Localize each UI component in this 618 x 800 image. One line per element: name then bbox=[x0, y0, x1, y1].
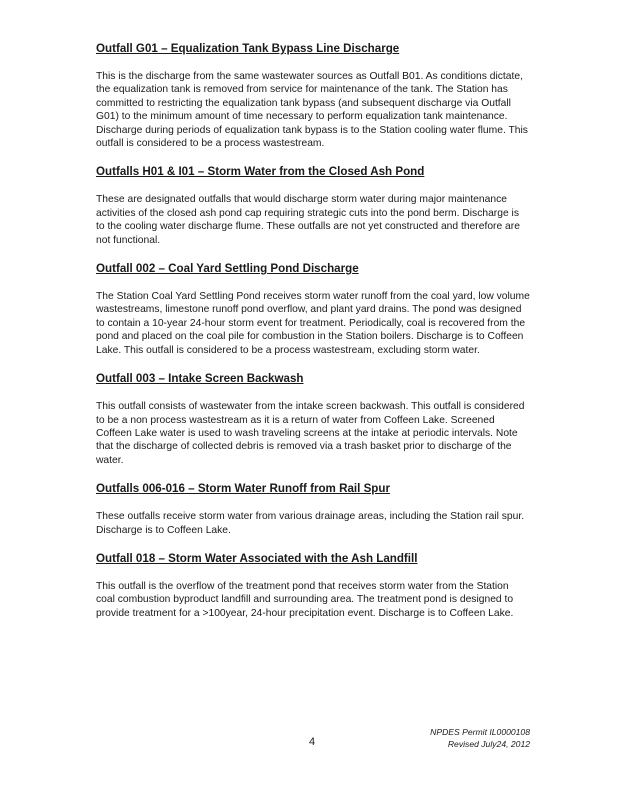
section-paragraph: The Station Coal Yard Settling Pond receives storm water runoff from the coal yard, low volume wastestreams, limestone runoff pond overflow, and plant yard drains. The pond was designed to contain a 10-year 24-hour storm event for treatment. Periodically, coal is recovered from the pond and placed on the coal pile for combustion in the Station boilers. Discharge is to Coffeen Lake. This outfall is considered to be a process wastestream, excluding storm water. bbox=[96, 291, 530, 356]
section-outfalls-h01-i01 bbox=[96, 165, 530, 247]
page-number: 4 bbox=[309, 736, 316, 748]
section-heading: Outfall 002 – Coal Yard Settling Pond Discharge bbox=[96, 262, 359, 276]
section-heading: Outfalls 006-016 – Storm Water Runoff from Rail Spur bbox=[96, 482, 390, 496]
permit-number: NPDES Permit IL0000108 bbox=[430, 727, 530, 737]
section-heading: Outfall G01 – Equalization Tank Bypass Line Discharge bbox=[96, 42, 400, 55]
section-outfalls-006-016 bbox=[96, 482, 530, 537]
section-outfall-002 bbox=[96, 262, 530, 357]
section-paragraph: This is the discharge from the same wastewater sources as Outfall B01. As conditions dictate, the equalization tank is removed from service for maintenance of the tank. The Station has committed to restricting the equalization tank bypass (and subsequent discharge via Outfall G01) to the minimum amount of time necessary to perform equalization tank maintenance. Discharge during periods of equalization tank bypass is to the Station cooling water flume. This outfall is considered to be a process wastestream. bbox=[96, 71, 528, 150]
section-outfall-018 bbox=[96, 552, 530, 620]
section-outfall-g01 bbox=[96, 42, 530, 150]
section-heading: Outfall 003 – Intake Screen Backwash bbox=[96, 372, 304, 386]
page-footer bbox=[0, 726, 618, 766]
revision-date: Revised July24, 2012 bbox=[447, 739, 530, 749]
section-paragraph: These outfalls receive storm water from various drainage areas, including the Station rail spur. Discharge is to Coffeen Lake. bbox=[96, 511, 525, 536]
section-paragraph: These are designated outfalls that would discharge storm water during major maintenance activities of the closed ash pond cap requiring strategic cuts into the pond berm. Discharge is to the cooling water discharge flume. These outfalls are not yet constructed and therefore are not functional. bbox=[96, 194, 520, 246]
section-heading: Outfalls H01 & I01 – Storm Water from the Closed Ash Pond bbox=[96, 165, 425, 179]
section-outfall-003 bbox=[96, 372, 530, 467]
section-paragraph: This outfall is the overflow of the treatment pond that receives storm water from the Station coal combustion byproduct landfill and surrounding area. The treatment pond is designed to provide treatment for a >100year, 24-hour precipitation event. Discharge is to Coffeen Lake. bbox=[96, 580, 514, 619]
footer-permit-info bbox=[430, 726, 530, 750]
section-heading: Outfall 018 – Storm Water Associated with the Ash Landfill bbox=[96, 551, 418, 565]
document-body bbox=[96, 42, 530, 635]
section-paragraph: This outfall consists of wastewater from the intake screen backwash. This outfall is considered to be a non process wastestream as it is a return of water from Coffeen Lake. Screened Coffeen Lake water is used to wash traveling screens at the intake at periodic intervals. Note that the discharge of collected debris is removed via a trash basket prior to discharge of the water. bbox=[96, 401, 525, 466]
